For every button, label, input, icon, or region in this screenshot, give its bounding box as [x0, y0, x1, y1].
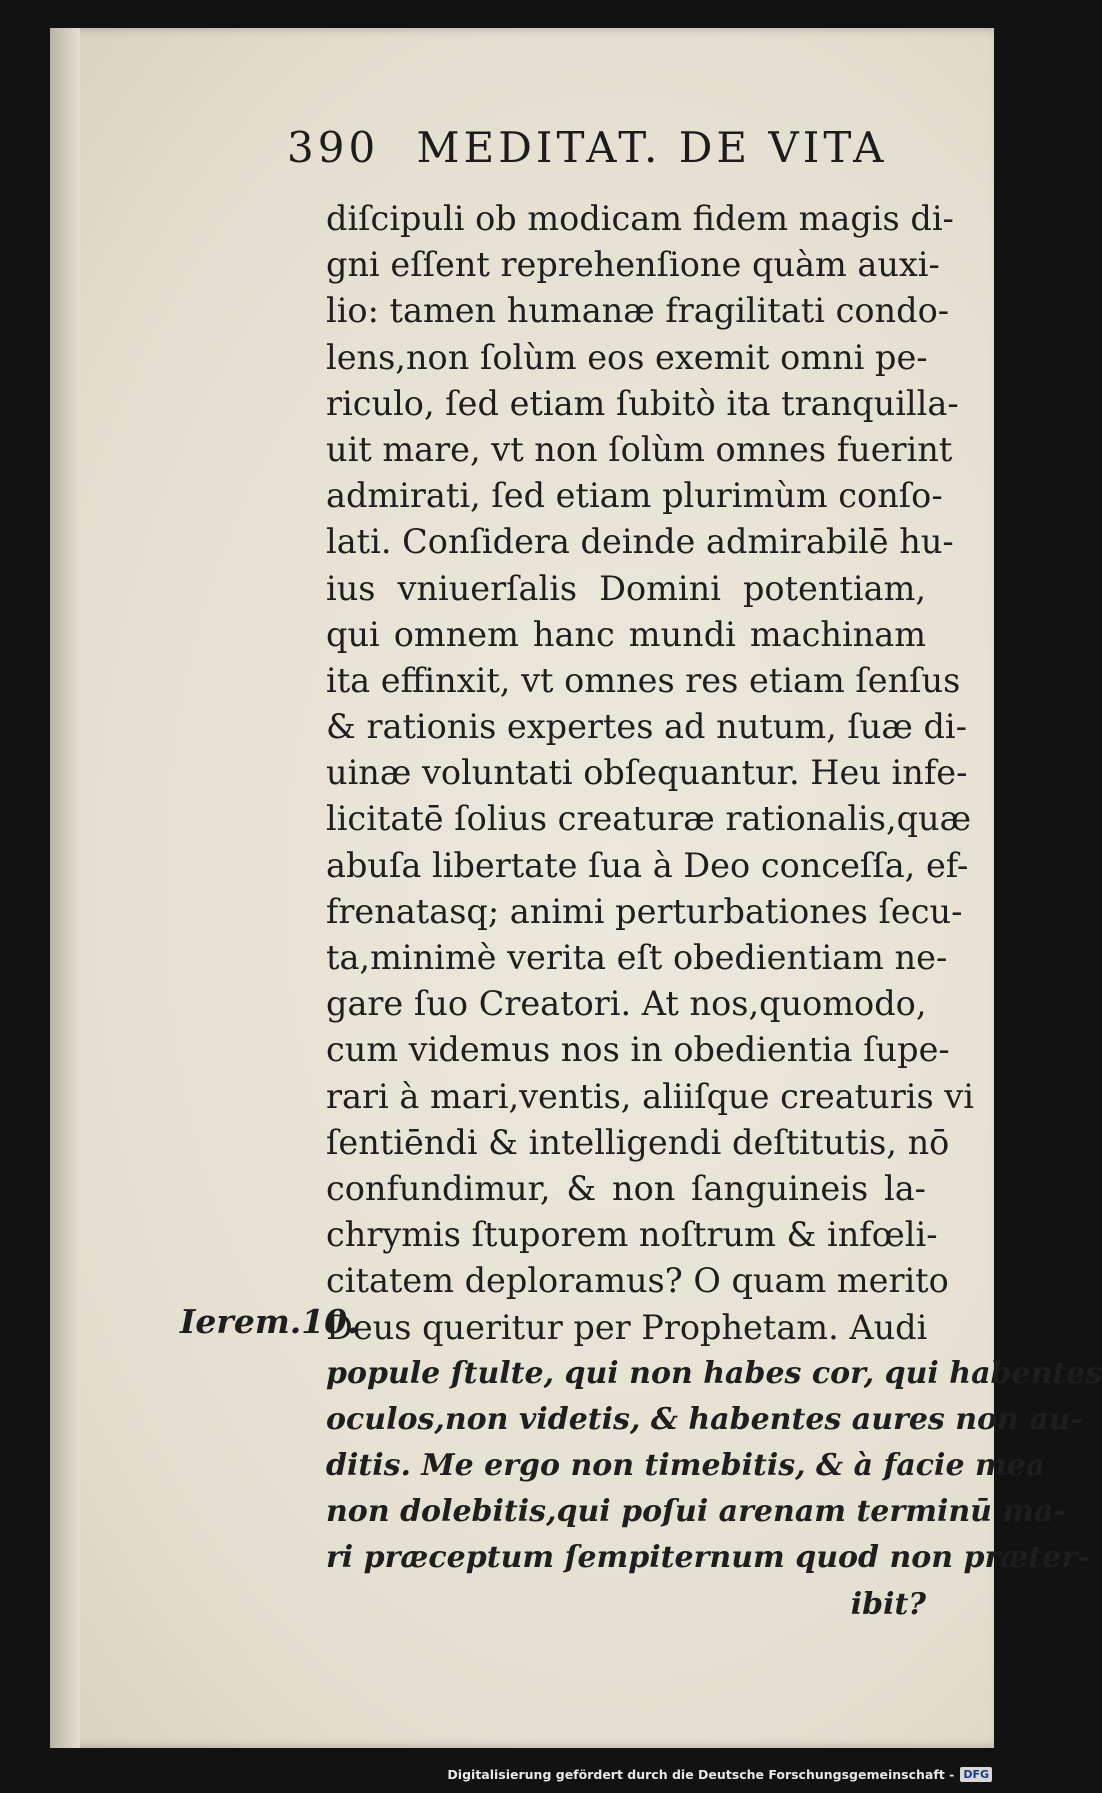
- text-line: cum videmus nos in obedientia ſupe-: [326, 1030, 950, 1070]
- text-line: gare ſuo Creatori. At nos,quomodo,: [326, 984, 927, 1024]
- text-line: Deus queritur per Prophetam. Audi: [326, 1307, 928, 1347]
- text-line: ita effinxit, vt omnes res etiam ſenſus: [326, 660, 961, 700]
- text-line: rari à mari,ventis, aliiſque creaturis vi: [326, 1076, 974, 1116]
- text-line: admirati, ſed etiam plurimùm conſo-: [326, 476, 943, 516]
- text-line: chrymis ſtuporem noſtrum & infœli-: [326, 1215, 938, 1255]
- text-line: ſentiēndi & intelligendi deſtitutis, nō: [326, 1122, 950, 1162]
- text-line: riculo, ſed etiam ſubitò ita tranquilla-: [326, 383, 959, 423]
- text-line: uinæ voluntati obſequantur. Heu infe-: [326, 753, 968, 793]
- text-line: lens,non ſolùm eos exemit omni pe-: [326, 337, 928, 377]
- text-line-italic: popule ſtulte, qui non habes cor, qui habentes: [326, 1355, 1102, 1391]
- text-line-italic: ditis. Me ergo non timebitis, & à facie mea: [326, 1448, 1046, 1484]
- dfg-logo: DFG: [960, 1767, 992, 1782]
- text-line: licitatē ſolius creaturæ rationalis,quæ: [326, 799, 972, 839]
- margin-note: Ierem.10.: [180, 1302, 359, 1341]
- text-line-italic: oculos,non videtis, & habentes aures non au-: [326, 1401, 1084, 1437]
- text-line-italic: ibit?: [850, 1586, 926, 1622]
- running-title: MEDITAT. DE VITA: [416, 123, 888, 172]
- text-line: ius vniuerſalis Domini potentiam,: [326, 568, 926, 608]
- text-block: [326, 196, 1102, 1628]
- text-line: lati. Conſidera deinde admirabilē hu-: [326, 522, 954, 562]
- text-line: lio: tamen humanæ fragilitati condo-: [326, 291, 950, 331]
- digitization-credit: [447, 1763, 992, 1785]
- text-line: uit mare, vt non ſolùm omnes fuerint: [326, 429, 953, 469]
- text-line: citatem deploramus? O quam merito: [326, 1261, 949, 1301]
- page-gutter: [50, 28, 80, 1748]
- text-line: & rationis expertes ad nutum, ſuæ di-: [326, 707, 967, 747]
- text-line: confundimur, & non ſanguineis la-: [326, 1168, 926, 1208]
- running-header: [287, 123, 987, 183]
- credit-text: Digitalisierung gefördert durch die Deutsche Forschungsgemeinschaft -: [447, 1766, 955, 1782]
- text-line-italic: non dolebitis,qui poſui arenam terminū ma-: [326, 1494, 1067, 1530]
- text-line: gni eſſent reprehenſione quàm auxi-: [326, 245, 940, 285]
- text-line: frenatasq; animi perturbationes ſecu-: [326, 891, 963, 931]
- text-line-italic: ri præceptum ſempiternum quod non præter-: [326, 1540, 1090, 1576]
- text-line: ta,minimè verita eſt obedientiam ne-: [326, 938, 948, 977]
- page-number: 390: [287, 123, 380, 172]
- text-line: qui omnem hanc mundi machinam: [326, 614, 926, 654]
- text-line: diſcipuli ob modicam fidem magis di-: [326, 199, 954, 238]
- text-line: abuſa libertate ſua à Deo conceſſa, ef-: [326, 845, 969, 885]
- book-page: [50, 28, 1102, 1748]
